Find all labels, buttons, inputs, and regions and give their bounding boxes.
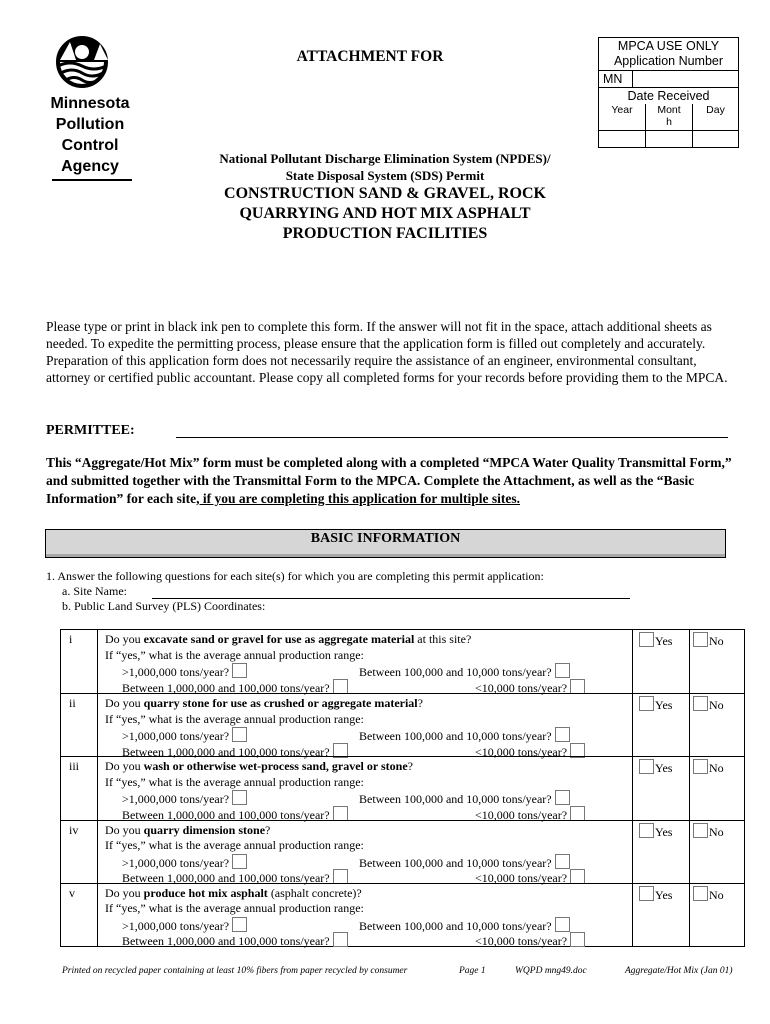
question-line [105,696,635,712]
month-label [646,104,693,130]
range-line-1 [105,727,635,743]
range-lt-10k-checkbox[interactable] [570,932,585,947]
yes-label: Yes [655,887,673,902]
range-gt-1m-checkbox[interactable] [232,854,247,869]
question-bold: produce hot mix asphalt [143,885,268,900]
question-1-text: 1. Answer the following questions for each site(s) for which you are completing this permit application: [46,569,544,583]
question-bold: quarry dimension stone [143,822,266,837]
date-received-fields [599,131,738,147]
application-number-field[interactable] [633,71,737,87]
question-line [105,886,635,902]
range-lt-10k [475,932,585,950]
no-label: No [709,761,724,776]
range-line-1 [105,854,635,870]
yes-label: Yes [655,761,673,776]
footer-form-id: Aggregate/Hot Mix (Jan 01) [625,966,733,976]
no-label: No [709,824,724,839]
range-gt-1m-label: >1,000,000 tons/year? [122,855,230,870]
footer-page-number: Page 1 [459,966,486,976]
npdes-line-1: National Pollutant Discharge Elimination System (NPDES)/ [219,151,551,166]
site-name-label: a. Site Name: [62,584,127,598]
yes-checkbox[interactable] [639,759,654,774]
yes-label: Yes [655,698,673,713]
range-line-2 [105,932,635,948]
range-lt-10k-label: <10,000 tons/year? [475,934,568,949]
no-checkbox[interactable] [693,632,708,647]
question-row [61,630,744,693]
question-text [105,696,635,758]
aggregate-note-text: This “Aggregate/Hot Mix” form must be completed along with a completed “MPCA Water Quality Transmittal Form,” and submitted together with the Transmittal Form to the MPCA. Complete the Attachment, as well as the “Basic Information” for each site, [46,455,732,506]
month-label-a: Mont [657,104,681,116]
yes-option [639,759,672,777]
question-row [61,883,744,947]
question-post: (asphalt concrete)? [267,885,362,900]
range-100k-10k-checkbox[interactable] [555,917,570,932]
question-pre: Do you [105,885,144,900]
date-received-label: Date Received [627,89,710,103]
range-gt-1m-label: >1,000,000 tons/year? [122,792,230,807]
document-title [170,184,600,244]
question-1 [46,569,696,614]
range-100k-10k-label: Between 100,000 and 10,000 tons/year? [359,729,552,744]
yes-label: Yes [655,824,673,839]
pls-coordinates-label: b. Public Land Survey (PLS) Coordinates: [62,599,266,613]
no-option [693,632,724,650]
yes-option [639,696,672,714]
range-gt-1m-label: >1,000,000 tons/year? [122,665,230,679]
range-1m-100k-checkbox[interactable] [333,679,348,694]
mpca-use-only-label: MPCA USE ONLY [617,39,720,53]
range-1m-100k-label: Between 1,000,000 and 100,000 tons/year? [122,744,330,759]
range-100k-10k-checkbox[interactable] [555,854,570,869]
if-yes-text: If “yes,” what is the average annual production range: [105,838,364,853]
mpca-use-only-box [598,37,739,148]
question-pre: Do you [105,822,144,837]
range-100k-10k-label: Between 100,000 and 10,000 tons/year? [359,792,552,807]
question-text [105,632,635,694]
npdes-line-2: State Disposal System (SDS) Permit [285,168,485,183]
mpca-logo-icon [44,36,136,94]
yes-option [639,886,672,904]
range-line-1 [105,917,635,933]
question-bold: wash or otherwise wet-process sand, gravel or stone [143,759,408,774]
if-yes-text: If “yes,” what is the average annual production range: [105,711,364,726]
range-line-1 [105,663,635,679]
question-number: iv [69,822,79,837]
footer-recycled-note: Printed on recycled paper containing at least 10% fibers from paper recycled by consumer [62,966,408,976]
range-gt-1m-checkbox[interactable] [232,917,247,932]
range-line-1 [105,790,635,806]
range-1m-100k-label: Between 1,000,000 and 100,000 tons/year? [122,807,330,822]
npdes-subtitle [150,150,620,184]
range-1m-100k-checkbox[interactable] [333,932,348,947]
question-pre: Do you [105,632,144,646]
question-bold: quarry stone for use as crushed or aggregate material [143,696,418,711]
question-row [61,756,744,820]
agency-underline [52,179,132,181]
yes-checkbox[interactable] [639,823,654,838]
if-yes-text: If “yes,” what is the average annual production range: [105,774,364,789]
aggregate-form-note [46,454,736,508]
mn-label: MN [599,71,633,87]
question-line [105,823,635,839]
agency-line-4: Agency [61,158,119,175]
range-100k-10k-checkbox[interactable] [555,663,570,678]
year-field[interactable] [599,131,646,147]
if-yes-text: If “yes,” what is the average annual production range: [105,647,364,662]
range-gt-1m-checkbox[interactable] [232,727,247,742]
month-field[interactable] [646,131,693,147]
no-checkbox[interactable] [693,696,708,711]
instructions-paragraph: Please type or print in black ink pen to complete this form. If the answer will not fit in the space, attach additional sheets as needed. To expedite the permitting process, please ensure that the application form is filled out completely and accurately. Preparation of this application form does not necessarily require the assistance of an engineer, environmental consultant, attorney or certified public accountant. Please copy all completed forms for your records before providing them to the MPCA. [46,319,728,385]
question-text [105,886,635,948]
no-checkbox[interactable] [693,823,708,838]
question-row [61,693,744,757]
question-text [105,823,635,885]
no-option [693,823,724,841]
range-1m-100k-label: Between 1,000,000 and 100,000 tons/year? [122,680,330,695]
no-checkbox[interactable] [693,759,708,774]
year-label: Year [599,104,646,130]
yes-label: Yes [655,634,673,648]
site-name-field[interactable] [152,598,630,599]
no-checkbox[interactable] [693,886,708,901]
question-number: v [69,885,75,900]
question-line [105,759,635,775]
question-post: ? [265,822,271,837]
date-header-row [599,104,738,131]
range-lt-10k-label: <10,000 tons/year? [475,871,568,886]
range-line-2 [105,679,635,695]
question-row [61,820,744,884]
question-number: i [69,632,73,646]
yes-checkbox[interactable] [639,632,654,647]
permittee-field[interactable] [176,437,728,438]
yes-option [639,632,672,650]
range-lt-10k-checkbox[interactable] [570,679,585,694]
no-option [693,696,724,714]
no-option [693,886,724,904]
question-post: ? [407,759,413,774]
agency-line-2: Pollution [55,116,125,133]
footer-doc-id: WQPD mng49.doc [515,966,587,976]
title-line-3: PRODUCTION FACILITIES [282,225,488,242]
day-label: Day [706,104,725,116]
question-number: ii [69,696,76,711]
aggregate-note-underlined: if you are completing this application for multiple sites. [199,491,520,506]
range-gt-1m-label: >1,000,000 tons/year? [122,729,230,744]
question-text [105,759,635,821]
permittee-label: PERMITTEE: [46,423,135,438]
question-pre: Do you [105,696,144,711]
mpca-logo [44,36,136,99]
title-line-1: CONSTRUCTION SAND & GRAVEL, ROCK [224,185,546,202]
no-option [693,759,724,777]
question-number: iii [69,759,80,774]
range-1m-100k [122,932,348,950]
range-100k-10k-label: Between 100,000 and 10,000 tons/year? [359,665,552,679]
range-gt-1m-label: >1,000,000 tons/year? [122,918,230,933]
range-lt-10k-label: <10,000 tons/year? [475,807,568,822]
basic-information-title: BASIC INFORMATION [310,531,461,546]
question-post: at this site? [414,632,472,646]
attachment-heading: ATTACHMENT FOR [296,48,444,65]
range-100k-10k-label: Between 100,000 and 10,000 tons/year? [359,855,552,870]
question-bold: excavate sand or gravel for use as aggregate material [143,632,415,646]
application-number-label: Application Number [599,54,738,71]
month-label-b: h [666,116,672,128]
question-pre: Do you [105,759,144,774]
range-gt-1m-checkbox[interactable] [232,790,247,805]
yes-option [639,823,672,841]
range-1m-100k-label: Between 1,000,000 and 100,000 tons/year? [122,934,330,949]
range-gt-1m-checkbox[interactable] [232,663,247,678]
range-lt-10k-label: <10,000 tons/year? [475,680,568,695]
title-line-2: QUARRYING AND HOT MIX ASPHALT [239,205,531,222]
agency-line-3: Control [61,137,119,154]
if-yes-text: If “yes,” what is the average annual production range: [105,901,364,916]
yes-checkbox[interactable] [639,696,654,711]
question-line [105,632,635,648]
agency-line-1: Minnesota [50,95,130,112]
production-questions-table [60,629,745,947]
range-lt-10k-label: <10,000 tons/year? [475,744,568,759]
no-label: No [709,887,724,902]
question-post: ? [417,696,423,711]
range-100k-10k-checkbox[interactable] [555,790,570,805]
agency-name [44,93,136,177]
yes-checkbox[interactable] [639,886,654,901]
range-1m-100k-label: Between 1,000,000 and 100,000 tons/year? [122,871,330,886]
mn-row [599,71,738,88]
no-label: No [709,698,724,713]
range-100k-10k-checkbox[interactable] [555,727,570,742]
day-field[interactable] [693,131,738,147]
range-100k-10k-label: Between 100,000 and 10,000 tons/year? [359,918,552,933]
no-label: No [709,634,724,648]
